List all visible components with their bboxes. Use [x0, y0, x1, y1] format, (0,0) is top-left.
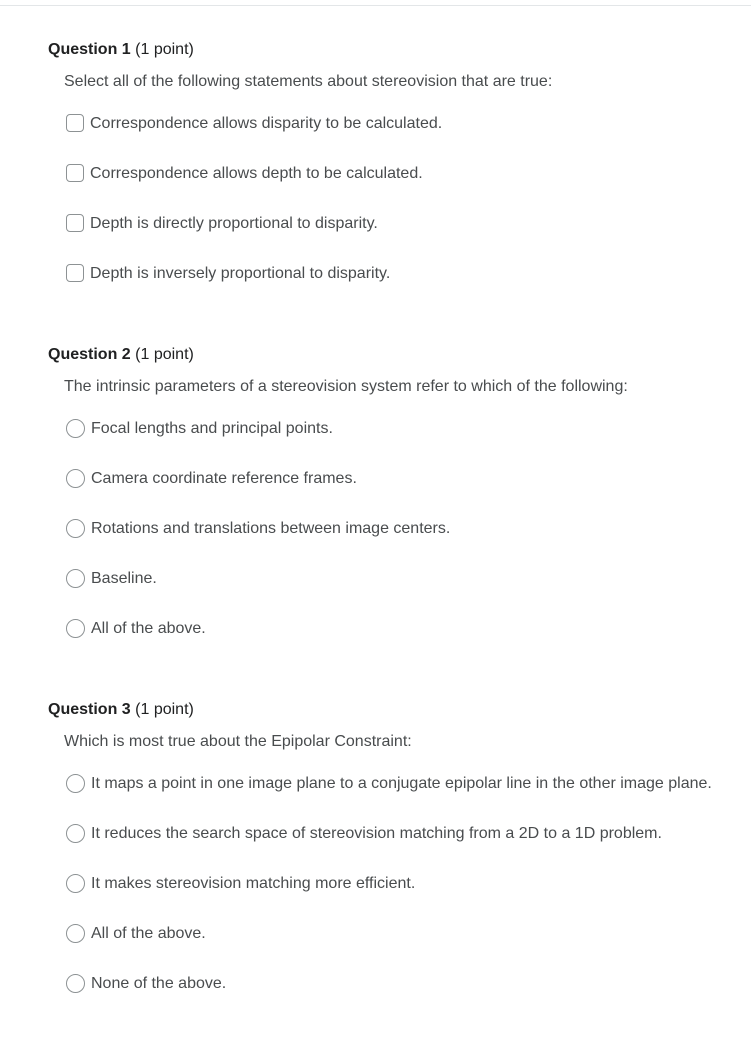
checkbox[interactable] [66, 114, 84, 132]
answer-option[interactable] [66, 874, 728, 894]
answer-option[interactable] [66, 924, 728, 944]
answer-label: Correspondence allows depth to be calculated. [90, 165, 423, 182]
answer-option[interactable] [66, 569, 728, 589]
answer-option[interactable] [66, 619, 728, 639]
question-points: (1 point) [135, 41, 194, 58]
question-points: (1 point) [135, 346, 194, 363]
question-2 [48, 345, 728, 639]
top-divider [0, 5, 751, 6]
answer-label: All of the above. [91, 925, 206, 942]
question-heading [48, 40, 728, 60]
radio-button[interactable] [66, 519, 85, 538]
radio-button[interactable] [66, 419, 85, 438]
answer-option[interactable] [66, 264, 728, 284]
radio-button[interactable] [66, 924, 85, 943]
question-number: Question 2 [48, 346, 131, 363]
answer-label: Camera coordinate reference frames. [91, 470, 357, 487]
radio-button[interactable] [66, 469, 85, 488]
question-1 [48, 40, 728, 284]
answer-option[interactable] [66, 214, 728, 234]
question-prompt: The intrinsic parameters of a stereovision system refer to which of the following: [64, 378, 628, 395]
answer-option[interactable] [66, 114, 728, 134]
answer-label: All of the above. [91, 620, 206, 637]
answer-label: Baseline. [91, 570, 157, 587]
answer-label: Focal lengths and principal points. [91, 420, 333, 437]
question-prompt: Which is most true about the Epipolar Constraint: [64, 733, 412, 750]
answer-label: It maps a point in one image plane to a conjugate epipolar line in the other image plane. [91, 775, 712, 792]
answer-label: Correspondence allows disparity to be calculated. [90, 115, 443, 132]
question-heading [48, 700, 728, 720]
answer-options [66, 114, 728, 284]
checkbox[interactable] [66, 164, 84, 182]
radio-button[interactable] [66, 619, 85, 638]
answer-option[interactable] [66, 774, 728, 794]
answer-option[interactable] [66, 419, 728, 439]
radio-button[interactable] [66, 569, 85, 588]
question-3 [48, 700, 728, 994]
answer-option[interactable] [66, 824, 728, 844]
checkbox[interactable] [66, 264, 84, 282]
answer-options [66, 419, 728, 639]
answer-option[interactable] [66, 519, 728, 539]
answer-label: Depth is directly proportional to disparity. [90, 215, 378, 232]
question-heading [48, 345, 728, 365]
answer-label: Depth is inversely proportional to disparity. [90, 265, 391, 282]
question-points: (1 point) [135, 701, 194, 718]
answer-label: None of the above. [91, 975, 227, 992]
answer-label: It makes stereovision matching more efficient. [91, 875, 416, 892]
radio-button[interactable] [66, 824, 85, 843]
checkbox[interactable] [66, 214, 84, 232]
question-prompt: Select all of the following statements about stereovision that are true: [64, 73, 553, 90]
answer-option[interactable] [66, 974, 728, 994]
question-number: Question 3 [48, 701, 131, 718]
question-number: Question 1 [48, 41, 131, 58]
answer-options [66, 774, 728, 994]
answer-option[interactable] [66, 469, 728, 489]
answer-label: Rotations and translations between image centers. [91, 520, 451, 537]
answer-label: It reduces the search space of stereovision matching from a 2D to a 1D problem. [91, 825, 662, 842]
radio-button[interactable] [66, 874, 85, 893]
answer-option[interactable] [66, 164, 728, 184]
radio-button[interactable] [66, 774, 85, 793]
radio-button[interactable] [66, 974, 85, 993]
